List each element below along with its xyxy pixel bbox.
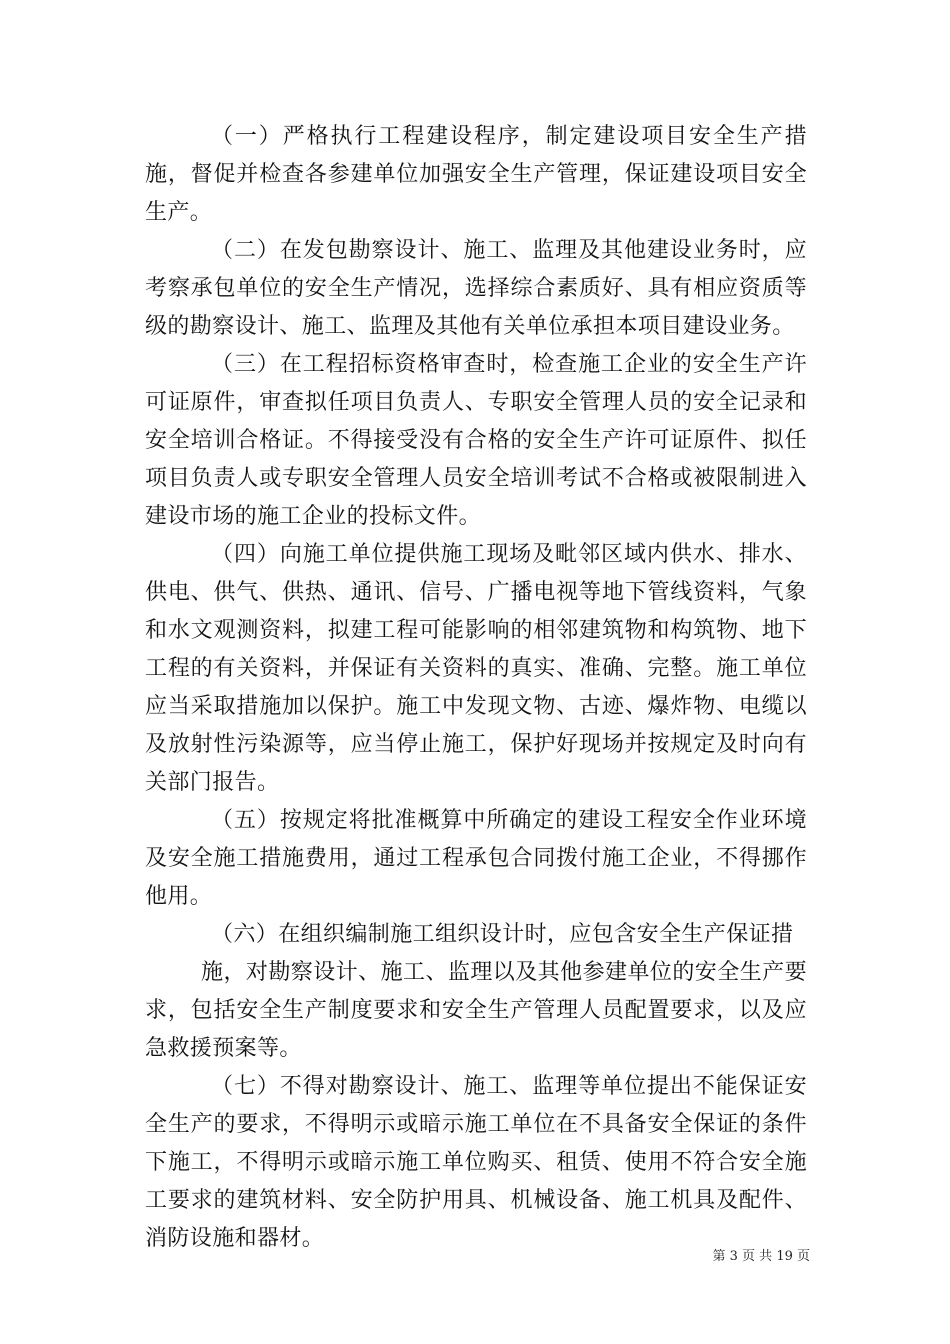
body-text: [145, 118, 807, 1258]
paragraph-5: （五）按规定将批准概算中所确定的建设工程安全作业环境及安全施工措施费用，通过工程承包合同拨付施工企业，不得挪作他用。: [145, 808, 807, 909]
paragraph-6-continued: 施，对勘察设计、施工、监理以及其他参建单位的安全生产要求，包括安全生产制度要求和安全生产管理人员配置要求，以及应急救援预案等。: [145, 960, 807, 1061]
paragraph-3: （三）在工程招标资格审查时，检查施工企业的安全生产许可证原件，审查拟任项目负责人、专职安全管理人员的安全记录和安全培训合格证。不得接受没有合格的安全生产许可证原件、拟任项目负责人或专职安全管理人员安全培训考试不合格或被限制进入建设市场的施工企业的投标文件。: [145, 352, 807, 529]
paragraph-7: （七）不得对勘察设计、施工、监理等单位提出不能保证安全生产的要求，不得明示或暗示施工单位在不具备安全保证的条件下施工，不得明示或暗示施工单位购买、租赁、使用不符合安全施工要求的建筑材料、安全防护用具、机械设备、施工机具及配件、消防设施和器材。: [145, 1074, 807, 1251]
paragraph-4: （四）向施工单位提供施工现场及毗邻区域内供水、排水、供电、供气、供热、通讯、信号、广播电视等地下管线资料，气象和水文观测资料，拟建工程可能影响的相邻建筑物和构筑物、地下工程的有关资料，并保证有关资料的真实、准确、完整。施工单位应当采取措施加以保护。施工中发现文物、古迹、爆炸物、电缆以及放射性污染源等，应当停止施工，保护好现场并按规定及时向有关部门报告。: [145, 542, 807, 795]
paragraph-1: （一）严格执行工程建设程序，制定建设项目安全生产措施，督促并检查各参建单位加强安全生产管理，保证建设项目安全生产。: [145, 124, 807, 225]
paragraph-6: （六）在组织编制施工组织设计时，应包含安全生产保证措: [211, 922, 794, 947]
paragraph-2: （二）在发包勘察设计、施工、监理及其他建设业务时，应考察承包单位的安全生产情况，选择综合素质好、具有相应资质等级的勘察设计、施工、监理及其他有关单位承担本项目建设业务。: [145, 238, 807, 339]
page-number: 第 3 页 共 19 页: [712, 1249, 810, 1264]
